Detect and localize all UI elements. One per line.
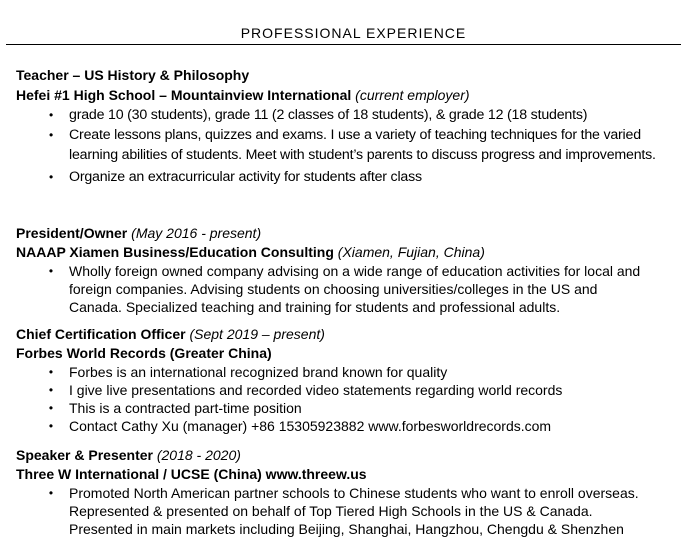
list-item <box>16 105 686 125</box>
bullet-list <box>16 105 686 187</box>
list-item <box>16 484 686 538</box>
entry-role <box>16 224 686 243</box>
org-name: Hefei #1 High School – Mountainview International <box>16 86 352 103</box>
list-item <box>16 167 686 187</box>
bullet-icon: • <box>48 401 54 415</box>
role-title: President/Owner <box>16 225 128 241</box>
role-meta: (2018 - 2020) <box>156 447 241 463</box>
bullet-icon: • <box>48 128 53 142</box>
org-meta: (current employer) <box>355 86 470 103</box>
list-item <box>16 262 686 316</box>
org-meta: (Xiamen, Fujian, China) <box>337 244 485 260</box>
entry-organization <box>16 243 686 262</box>
list-item <box>16 417 686 435</box>
experience-entry-certification-officer <box>16 325 686 435</box>
org-name: Three W International / UCSE (China) www.threew.us <box>16 466 367 482</box>
bullet-icon: • <box>48 419 54 433</box>
bullet-list <box>16 363 686 435</box>
entry-organization <box>16 344 686 363</box>
bullet-text: Wholly foreign owned company advising on a wide range of education activities for local and foreign companies. Advising students on choosing universities/colleges in the US and Canada. Specialized teaching and training for students and professional adults. <box>69 263 641 315</box>
bullet-list <box>16 262 686 316</box>
bullet-icon: • <box>48 365 54 379</box>
list-item <box>16 363 686 381</box>
entry-role <box>16 446 686 465</box>
bullet-text: Create lessons plans, quizzes and exams. I use a variety of teaching techniques for the varied learning abilities of students. Meet with student’s parents to discuss progress and improvements. <box>69 127 656 163</box>
bullet-list <box>16 484 686 538</box>
entry-organization <box>16 465 686 484</box>
role-title: Chief Certification Officer <box>16 326 186 342</box>
role-title: Teacher – US History & Philosophy <box>16 67 250 83</box>
bullet-icon: • <box>48 108 53 122</box>
experience-entry-teacher <box>16 66 686 187</box>
list-item <box>16 125 686 165</box>
bullet-text: This is a contracted part-time position <box>69 400 302 416</box>
role-title: Speaker & Presenter <box>16 447 153 463</box>
bullet-icon: • <box>48 486 54 500</box>
bullet-text: Contact Cathy Xu (manager) +86 15305923882 www.forbesworldrecords.com <box>69 418 552 434</box>
bullet-icon: • <box>48 264 54 278</box>
experience-entry-president <box>16 224 686 316</box>
list-item <box>16 381 686 399</box>
bullet-icon: • <box>48 170 53 184</box>
entry-role <box>16 66 686 86</box>
experience-entry-speaker <box>16 446 686 538</box>
org-name: NAAAP Xiamen Business/Education Consulting <box>16 244 334 260</box>
list-item <box>16 399 686 417</box>
org-name: Forbes World Records (Greater China) <box>16 345 272 361</box>
bullet-text: grade 10 (30 students), grade 11 (2 classes of 18 students), & grade 12 (18 students) <box>69 107 588 123</box>
bullet-text: Forbes is an international recognized brand known for quality <box>69 364 448 380</box>
bullet-text: Promoted North American partner schools to Chinese students who want to enroll overseas. Represented & presented on behalf of Top Tiered High Schools in the US & Canada. Presented in main markets including Beijing, Shanghai, Hangzhou, Chengdu & Shenzhen <box>69 485 639 537</box>
entry-role <box>16 325 686 344</box>
role-meta: (Sept 2019 – present) <box>189 326 325 342</box>
section-header <box>6 22 681 45</box>
bullet-icon: • <box>48 383 54 397</box>
section-title: PROFESSIONAL EXPERIENCE <box>240 25 467 41</box>
entry-organization <box>16 86 686 106</box>
bullet-text: I give live presentations and recorded video statements regarding world records <box>69 382 563 398</box>
role-meta: (May 2016 - present) <box>131 225 262 241</box>
bullet-text: Organize an extracurricular activity for students after class <box>69 169 422 185</box>
